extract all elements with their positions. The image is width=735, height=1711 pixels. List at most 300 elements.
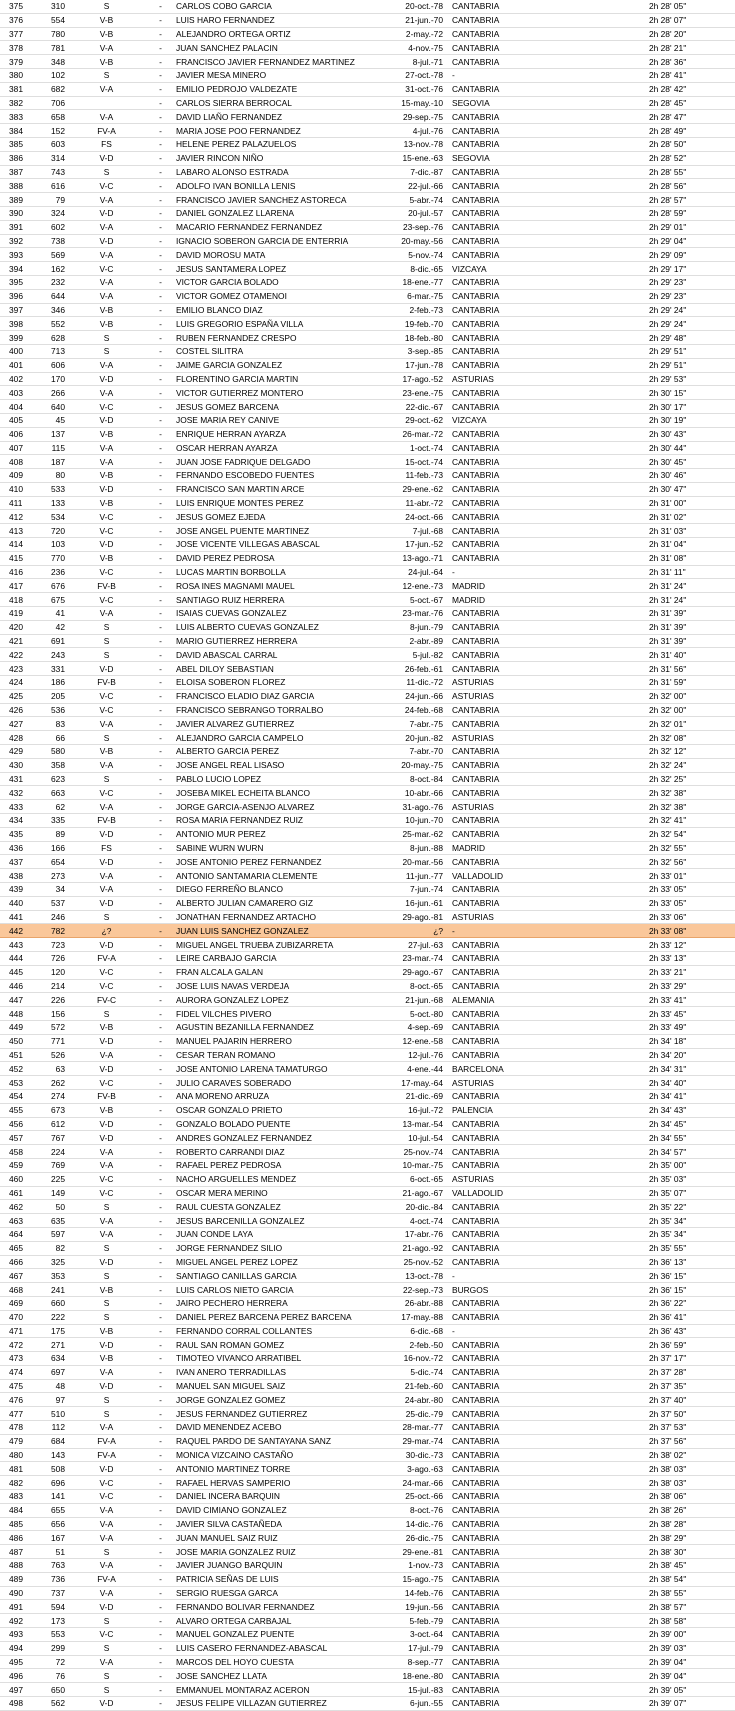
category-cell: FV-A	[68, 1572, 145, 1586]
category-cell: FV-A	[68, 1448, 145, 1462]
separator-cell: -	[145, 137, 176, 151]
finish-time-cell: 2h 28' 56''	[649, 179, 735, 193]
finish-time-cell: 2h 33' 29''	[649, 979, 735, 993]
runner-name-cell: OSCAR MERA MERINO	[176, 1186, 387, 1200]
table-row	[0, 1255, 735, 1269]
separator-cell: -	[145, 1089, 176, 1103]
birth-date-cell: 10-jun.-70	[387, 814, 449, 828]
table-row	[0, 758, 735, 772]
separator-cell: -	[145, 951, 176, 965]
birth-date-cell: 19-jun.-56	[387, 1600, 449, 1614]
separator-cell: -	[145, 206, 176, 220]
table-row	[0, 979, 735, 993]
position-cell: 473	[0, 1352, 41, 1366]
birth-date-cell: 20-mar.-56	[387, 855, 449, 869]
runner-name-cell: FRANCISCO SAN MARTIN ARCE	[176, 482, 387, 496]
position-cell: 484	[0, 1503, 41, 1517]
category-cell: V-A	[68, 1559, 145, 1573]
birth-date-cell: 29-ago.-81	[387, 910, 449, 924]
finish-time-cell: 2h 35' 34''	[649, 1227, 735, 1241]
province-cell: VIZCAYA	[449, 413, 649, 427]
position-cell: 375	[0, 0, 41, 13]
runner-name-cell: HELENE PEREZ PALAZUELOS	[176, 137, 387, 151]
runner-name-cell: JUAN LUIS SANCHEZ GONZALEZ	[176, 924, 387, 938]
separator-cell: -	[145, 372, 176, 386]
province-cell: CANTABRIA	[449, 1255, 649, 1269]
runner-name-cell: DAVID PEREZ PEDROSA	[176, 551, 387, 565]
runner-name-cell: ROSA INES MAGNAMI MAUEL	[176, 579, 387, 593]
province-cell: CANTABRIA	[449, 1393, 649, 1407]
birth-date-cell: 11-feb.-73	[387, 469, 449, 483]
bib-number-cell: 222	[41, 1310, 68, 1324]
category-cell: V-C	[68, 979, 145, 993]
category-cell: V-D	[68, 206, 145, 220]
birth-date-cell: 24-jun.-66	[387, 689, 449, 703]
birth-date-cell: 5-oct.-80	[387, 1007, 449, 1021]
category-cell: V-A	[68, 717, 145, 731]
runner-name-cell: FERNANDO BOLIVAR FERNANDEZ	[176, 1600, 387, 1614]
table-row	[0, 1214, 735, 1228]
separator-cell: -	[145, 358, 176, 372]
bib-number-cell: 271	[41, 1338, 68, 1352]
bib-number-cell: 634	[41, 1352, 68, 1366]
finish-time-cell: 2h 28' 49''	[649, 124, 735, 138]
finish-time-cell: 2h 35' 00''	[649, 1158, 735, 1172]
position-cell: 435	[0, 827, 41, 841]
finish-time-cell: 2h 28' 07''	[649, 13, 735, 27]
runner-name-cell: JAVIER ALVAREZ GUTIERREZ	[176, 717, 387, 731]
category-cell: V-C	[68, 1172, 145, 1186]
runner-name-cell: JOSE MARIA GONZALEZ RUIZ	[176, 1545, 387, 1559]
bib-number-cell: 66	[41, 731, 68, 745]
position-cell: 488	[0, 1559, 41, 1573]
finish-time-cell: 2h 35' 07''	[649, 1186, 735, 1200]
bib-number-cell: 616	[41, 179, 68, 193]
separator-cell: -	[145, 1365, 176, 1379]
birth-date-cell: 26-mar.-72	[387, 427, 449, 441]
separator-cell: -	[145, 910, 176, 924]
birth-date-cell: 25-oct.-66	[387, 1490, 449, 1504]
province-cell: -	[449, 924, 649, 938]
finish-time-cell: 2h 33' 21''	[649, 965, 735, 979]
separator-cell: -	[145, 1476, 176, 1490]
birth-date-cell: 29-oct.-62	[387, 413, 449, 427]
category-cell: V-A	[68, 1586, 145, 1600]
separator-cell: -	[145, 1145, 176, 1159]
table-row	[0, 137, 735, 151]
table-row	[0, 883, 735, 897]
finish-time-cell: 2h 28' 36''	[649, 55, 735, 69]
birth-date-cell: 12-jul.-76	[387, 1048, 449, 1062]
position-cell: 416	[0, 565, 41, 579]
separator-cell: -	[145, 248, 176, 262]
separator-cell: -	[145, 1241, 176, 1255]
bib-number-cell: 324	[41, 206, 68, 220]
category-cell: V-A	[68, 289, 145, 303]
category-cell: S	[68, 1241, 145, 1255]
table-row	[0, 27, 735, 41]
bib-number-cell: 623	[41, 772, 68, 786]
table-row	[0, 869, 735, 883]
province-cell: CANTABRIA	[449, 206, 649, 220]
runner-name-cell: JOSEBA MIKEL ECHEITA BLANCO	[176, 786, 387, 800]
separator-cell: -	[145, 841, 176, 855]
position-cell: 420	[0, 620, 41, 634]
runner-name-cell: ALBERTO JULIAN CAMARERO GIZ	[176, 896, 387, 910]
province-cell: BURGOS	[449, 1283, 649, 1297]
runner-name-cell: ALBERTO GARCIA PEREZ	[176, 745, 387, 759]
table-row	[0, 620, 735, 634]
runner-name-cell: JUAN CONDE LAYA	[176, 1227, 387, 1241]
runner-name-cell: SANTIAGO CANILLAS GARCIA	[176, 1269, 387, 1283]
bib-number-cell: 580	[41, 745, 68, 759]
table-row	[0, 1462, 735, 1476]
position-cell: 384	[0, 124, 41, 138]
finish-time-cell: 2h 36' 13''	[649, 1255, 735, 1269]
bib-number-cell: 552	[41, 317, 68, 331]
finish-time-cell: 2h 32' 12''	[649, 745, 735, 759]
category-cell: V-D	[68, 1462, 145, 1476]
province-cell: VALLADOLID	[449, 869, 649, 883]
finish-time-cell: 2h 33' 49''	[649, 1020, 735, 1034]
category-cell: V-D	[68, 855, 145, 869]
bib-number-cell: 224	[41, 1145, 68, 1159]
bib-number-cell: 141	[41, 1490, 68, 1504]
bib-number-cell: 572	[41, 1020, 68, 1034]
runner-name-cell: ANTONIO SANTAMARIA CLEMENTE	[176, 869, 387, 883]
birth-date-cell: 5-dic.-74	[387, 1365, 449, 1379]
finish-time-cell: 2h 38' 03''	[649, 1462, 735, 1476]
bib-number-cell: 736	[41, 1572, 68, 1586]
bib-number-cell: 274	[41, 1089, 68, 1103]
finish-time-cell: 2h 31' 08''	[649, 551, 735, 565]
bib-number-cell: 603	[41, 137, 68, 151]
category-cell: FV-B	[68, 579, 145, 593]
category-cell: FS	[68, 137, 145, 151]
bib-number-cell: 770	[41, 551, 68, 565]
runner-name-cell: ADOLFO IVAN BONILLA LENIS	[176, 179, 387, 193]
province-cell: CANTABRIA	[449, 1697, 649, 1711]
birth-date-cell: 24-feb.-68	[387, 703, 449, 717]
position-cell: 495	[0, 1655, 41, 1669]
table-row	[0, 1531, 735, 1545]
runner-name-cell: CESAR TERAN ROMANO	[176, 1048, 387, 1062]
province-cell: CANTABRIA	[449, 0, 649, 13]
province-cell: CANTABRIA	[449, 745, 649, 759]
bib-number-cell: 597	[41, 1227, 68, 1241]
finish-time-cell: 2h 35' 22''	[649, 1200, 735, 1214]
runner-name-cell: ABEL DILOY SEBASTIAN	[176, 662, 387, 676]
bib-number-cell: 763	[41, 1559, 68, 1573]
table-row	[0, 248, 735, 262]
separator-cell: -	[145, 579, 176, 593]
table-row	[0, 289, 735, 303]
runner-name-cell: EMILIO BLANCO DIAZ	[176, 303, 387, 317]
category-cell: V-C	[68, 400, 145, 414]
category-cell: V-C	[68, 510, 145, 524]
position-cell: 454	[0, 1089, 41, 1103]
runner-name-cell: ROSA MARIA FERNANDEZ RUIZ	[176, 814, 387, 828]
table-row	[0, 386, 735, 400]
birth-date-cell: 2-feb.-50	[387, 1338, 449, 1352]
finish-time-cell: 2h 28' 42''	[649, 82, 735, 96]
birth-date-cell: 11-jun.-77	[387, 869, 449, 883]
birth-date-cell: 4-oct.-74	[387, 1214, 449, 1228]
position-cell: 469	[0, 1296, 41, 1310]
category-cell: V-D	[68, 1379, 145, 1393]
bib-number-cell: 310	[41, 0, 68, 13]
runner-name-cell: GONZALO BOLADO PUENTE	[176, 1117, 387, 1131]
category-cell: V-D	[68, 1117, 145, 1131]
position-cell: 466	[0, 1255, 41, 1269]
province-cell: CANTABRIA	[449, 1048, 649, 1062]
position-cell: 394	[0, 262, 41, 276]
table-row	[0, 1241, 735, 1255]
bib-number-cell: 676	[41, 579, 68, 593]
category-cell: V-A	[68, 358, 145, 372]
separator-cell: -	[145, 993, 176, 1007]
birth-date-cell: 7-abr.-70	[387, 745, 449, 759]
runner-name-cell: IGNACIO SOBERON GARCIA DE ENTERRIA	[176, 234, 387, 248]
finish-time-cell: 2h 32' 56''	[649, 855, 735, 869]
bib-number-cell: 226	[41, 993, 68, 1007]
province-cell: CANTABRIA	[449, 1379, 649, 1393]
finish-time-cell: 2h 36' 15''	[649, 1269, 735, 1283]
runner-name-cell: MIGUEL ANGEL TRUEBA ZUBIZARRETA	[176, 938, 387, 952]
bib-number-cell: 675	[41, 593, 68, 607]
finish-time-cell: 2h 37' 53''	[649, 1421, 735, 1435]
separator-cell: -	[145, 620, 176, 634]
separator-cell: -	[145, 1490, 176, 1504]
runner-name-cell: DANIEL PEREZ BARCENA PEREZ BARCENA	[176, 1310, 387, 1324]
birth-date-cell: 3-sep.-85	[387, 344, 449, 358]
birth-date-cell: 19-feb.-70	[387, 317, 449, 331]
bib-number-cell: 720	[41, 524, 68, 538]
separator-cell: -	[145, 400, 176, 414]
birth-date-cell: 8-oct.-76	[387, 1503, 449, 1517]
table-row	[0, 1683, 735, 1697]
table-row	[0, 1628, 735, 1642]
bib-number-cell: 508	[41, 1462, 68, 1476]
table-row	[0, 1283, 735, 1297]
position-cell: 424	[0, 676, 41, 690]
bib-number-cell: 723	[41, 938, 68, 952]
bib-number-cell: 684	[41, 1434, 68, 1448]
table-row	[0, 648, 735, 662]
category-cell: V-A	[68, 1214, 145, 1228]
bib-number-cell: 45	[41, 413, 68, 427]
separator-cell: -	[145, 869, 176, 883]
bib-number-cell: 83	[41, 717, 68, 731]
birth-date-cell: 4-jul.-76	[387, 124, 449, 138]
separator-cell: -	[145, 965, 176, 979]
finish-time-cell: 2h 33' 06''	[649, 910, 735, 924]
table-row	[0, 96, 735, 110]
province-cell: ASTURIAS	[449, 1172, 649, 1186]
birth-date-cell: 17-may.-64	[387, 1076, 449, 1090]
separator-cell: -	[145, 938, 176, 952]
bib-number-cell: 80	[41, 469, 68, 483]
province-cell: CANTABRIA	[449, 110, 649, 124]
finish-time-cell: 2h 34' 31''	[649, 1062, 735, 1076]
position-cell: 479	[0, 1434, 41, 1448]
finish-time-cell: 2h 31' 00''	[649, 496, 735, 510]
province-cell: CANTABRIA	[449, 1503, 649, 1517]
category-cell: S	[68, 1407, 145, 1421]
position-cell: 487	[0, 1545, 41, 1559]
separator-cell: -	[145, 469, 176, 483]
runner-name-cell: AURORA GONZALEZ LOPEZ	[176, 993, 387, 1007]
category-cell: V-A	[68, 1531, 145, 1545]
finish-time-cell: 2h 33' 01''	[649, 869, 735, 883]
category-cell: V-A	[68, 1365, 145, 1379]
position-cell: 456	[0, 1117, 41, 1131]
separator-cell: -	[145, 1158, 176, 1172]
table-row	[0, 317, 735, 331]
birth-date-cell: 17-may.-88	[387, 1310, 449, 1324]
table-row	[0, 482, 735, 496]
finish-time-cell: 2h 30' 44''	[649, 441, 735, 455]
finish-time-cell: 2h 37' 28''	[649, 1365, 735, 1379]
runner-name-cell: ANDRES GONZALEZ FERNANDEZ	[176, 1131, 387, 1145]
table-row	[0, 1365, 735, 1379]
separator-cell: -	[145, 1434, 176, 1448]
bib-number-cell: 635	[41, 1214, 68, 1228]
runner-name-cell: LUIS HARO FERNANDEZ	[176, 13, 387, 27]
position-cell: 411	[0, 496, 41, 510]
bib-number-cell: 510	[41, 1407, 68, 1421]
separator-cell: -	[145, 427, 176, 441]
runner-name-cell: JOSE VICENTE VILLEGAS ABASCAL	[176, 538, 387, 552]
province-cell: CANTABRIA	[449, 607, 649, 621]
table-row	[0, 1034, 735, 1048]
table-row	[0, 427, 735, 441]
separator-cell: -	[145, 1531, 176, 1545]
position-cell: 483	[0, 1490, 41, 1504]
birth-date-cell: ¿?	[387, 924, 449, 938]
category-cell: V-B	[68, 469, 145, 483]
finish-time-cell: 2h 34' 45''	[649, 1117, 735, 1131]
table-row	[0, 372, 735, 386]
category-cell: V-B	[68, 1103, 145, 1117]
position-cell: 431	[0, 772, 41, 786]
bib-number-cell: 554	[41, 13, 68, 27]
runner-name-cell: DAVID CIMIANO GONZALEZ	[176, 1503, 387, 1517]
birth-date-cell: 13-oct.-78	[387, 1269, 449, 1283]
bib-number-cell: 152	[41, 124, 68, 138]
table-row	[0, 538, 735, 552]
birth-date-cell: 6-oct.-65	[387, 1172, 449, 1186]
category-cell: V-D	[68, 234, 145, 248]
category-cell: S	[68, 648, 145, 662]
birth-date-cell: 21-ago.-92	[387, 1241, 449, 1255]
province-cell: CANTABRIA	[449, 1586, 649, 1600]
bib-number-cell: 143	[41, 1448, 68, 1462]
province-cell: SEGOVIA	[449, 96, 649, 110]
separator-cell: -	[145, 1283, 176, 1297]
birth-date-cell: 17-jun.-78	[387, 358, 449, 372]
bib-number-cell: 782	[41, 924, 68, 938]
category-cell: V-B	[68, 303, 145, 317]
position-cell: 460	[0, 1172, 41, 1186]
table-row	[0, 0, 735, 13]
bib-number-cell: 243	[41, 648, 68, 662]
bib-number-cell: 50	[41, 1200, 68, 1214]
bib-number-cell: 553	[41, 1628, 68, 1642]
province-cell: MADRID	[449, 579, 649, 593]
birth-date-cell: 22-dic.-67	[387, 400, 449, 414]
bib-number-cell: 358	[41, 758, 68, 772]
table-row	[0, 634, 735, 648]
position-cell: 481	[0, 1462, 41, 1476]
bib-number-cell: 526	[41, 1048, 68, 1062]
province-cell: CANTABRIA	[449, 1407, 649, 1421]
finish-time-cell: 2h 31' 04''	[649, 538, 735, 552]
position-cell: 471	[0, 1324, 41, 1338]
province-cell: CANTABRIA	[449, 1352, 649, 1366]
separator-cell: -	[145, 896, 176, 910]
category-cell: V-B	[68, 1283, 145, 1297]
position-cell: 402	[0, 372, 41, 386]
province-cell: MADRID	[449, 841, 649, 855]
runner-name-cell: JESUS GOMEZ EJEDA	[176, 510, 387, 524]
table-row	[0, 1007, 735, 1021]
finish-time-cell: 2h 28' 21''	[649, 41, 735, 55]
separator-cell: -	[145, 1517, 176, 1531]
category-cell: ¿?	[68, 924, 145, 938]
separator-cell: -	[145, 772, 176, 786]
finish-time-cell: 2h 38' 58''	[649, 1614, 735, 1628]
category-cell: S	[68, 910, 145, 924]
table-row	[0, 938, 735, 952]
birth-date-cell: 24-mar.-66	[387, 1476, 449, 1490]
province-cell: CANTABRIA	[449, 303, 649, 317]
category-cell: V-A	[68, 82, 145, 96]
finish-time-cell: 2h 32' 54''	[649, 827, 735, 841]
bib-number-cell: 738	[41, 234, 68, 248]
separator-cell: -	[145, 786, 176, 800]
bib-number-cell: 34	[41, 883, 68, 897]
bib-number-cell: 612	[41, 1117, 68, 1131]
position-cell: 423	[0, 662, 41, 676]
separator-cell: -	[145, 745, 176, 759]
separator-cell: -	[145, 855, 176, 869]
position-cell: 397	[0, 303, 41, 317]
birth-date-cell: 21-ago.-67	[387, 1186, 449, 1200]
province-cell: CANTABRIA	[449, 441, 649, 455]
birth-date-cell: 12-ene.-58	[387, 1034, 449, 1048]
position-cell: 396	[0, 289, 41, 303]
province-cell: CANTABRIA	[449, 1241, 649, 1255]
table-row	[0, 1669, 735, 1683]
separator-cell: -	[145, 1103, 176, 1117]
position-cell: 378	[0, 41, 41, 55]
category-cell: V-C	[68, 703, 145, 717]
birth-date-cell: 25-nov.-52	[387, 1255, 449, 1269]
birth-date-cell: 20-jun.-82	[387, 731, 449, 745]
finish-time-cell: 2h 28' 55''	[649, 165, 735, 179]
province-cell: CANTABRIA	[449, 1034, 649, 1048]
finish-time-cell: 2h 38' 30''	[649, 1545, 735, 1559]
bib-number-cell: 103	[41, 538, 68, 552]
separator-cell: -	[145, 413, 176, 427]
finish-time-cell: 2h 29' 51''	[649, 344, 735, 358]
position-cell: 376	[0, 13, 41, 27]
table-row	[0, 1338, 735, 1352]
separator-cell: -	[145, 1131, 176, 1145]
finish-time-cell: 2h 33' 08''	[649, 924, 735, 938]
finish-time-cell: 2h 35' 55''	[649, 1241, 735, 1255]
